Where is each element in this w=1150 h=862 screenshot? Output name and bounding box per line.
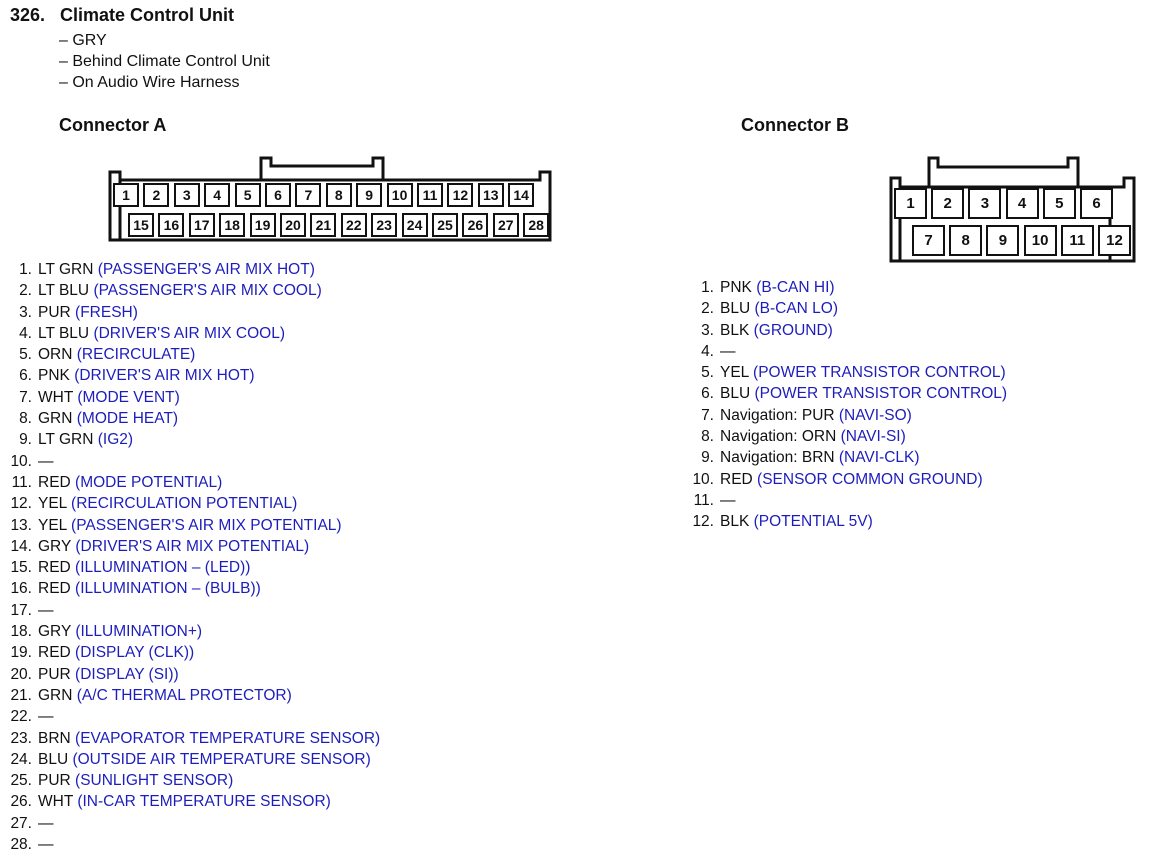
wire-color: — bbox=[38, 452, 54, 470]
pin-number: 5. bbox=[19, 346, 32, 364]
pin-number: 14. bbox=[10, 537, 32, 555]
pin-function: (PASSENGER'S AIR MIX POTENTIAL) bbox=[71, 516, 342, 534]
pin-number: 5. bbox=[701, 364, 714, 382]
pin-function: (PASSENGER'S AIR MIX COOL) bbox=[93, 282, 322, 300]
pin-function: (MODE VENT) bbox=[77, 388, 180, 406]
pin-list-item bbox=[0, 280, 380, 301]
pin-function: (FRESH) bbox=[75, 303, 138, 321]
pin-number: 3. bbox=[19, 303, 32, 321]
pin-number: 12. bbox=[10, 495, 32, 513]
pin-function: (ILLUMINATION – (BULB)) bbox=[75, 580, 261, 598]
pin-list-item bbox=[0, 323, 380, 344]
connector-a-pin-25: 25 bbox=[432, 213, 458, 237]
pin-function: (GROUND) bbox=[753, 321, 833, 339]
pin-list-item bbox=[676, 490, 1007, 511]
pin-list-item bbox=[0, 728, 380, 749]
connector-b-pin-4: 4 bbox=[1006, 188, 1039, 219]
pin-number: 20. bbox=[10, 665, 32, 683]
pin-number: 28. bbox=[10, 836, 32, 854]
wire-color: BLU bbox=[720, 300, 751, 318]
wire-color: RED bbox=[720, 470, 753, 488]
wire-color: — bbox=[38, 836, 54, 854]
wire-color: GRY bbox=[38, 623, 72, 641]
detail-harness: – On Audio Wire Harness bbox=[59, 74, 240, 91]
pin-number: 17. bbox=[10, 601, 32, 619]
wire-color: RED bbox=[38, 473, 71, 491]
connector-b-pin-6: 6 bbox=[1080, 188, 1113, 219]
pin-number: 13. bbox=[10, 516, 32, 534]
pin-list-item bbox=[0, 536, 380, 557]
wire-color: LT BLU bbox=[38, 282, 90, 300]
pin-function: (B-CAN LO) bbox=[754, 300, 839, 318]
pin-list-item bbox=[0, 578, 380, 599]
pin-function: (DRIVER'S AIR MIX HOT) bbox=[74, 367, 255, 385]
connector-b-pin-2: 2 bbox=[931, 188, 964, 219]
pin-number: 21. bbox=[10, 686, 32, 704]
pin-list-item bbox=[0, 259, 380, 280]
connector-a-pin-5: 5 bbox=[235, 183, 261, 207]
pin-function: (NAVI-SO) bbox=[838, 406, 912, 424]
pin-number: 1. bbox=[19, 261, 32, 278]
pin-list-item bbox=[0, 557, 380, 578]
pin-list-item bbox=[0, 621, 380, 642]
pin-list-item bbox=[0, 365, 380, 386]
pin-function: (DRIVER'S AIR MIX COOL) bbox=[93, 324, 286, 342]
connector-b-pin-list bbox=[676, 277, 1007, 533]
connector-a-pin-13: 13 bbox=[478, 183, 504, 207]
wire-color: BLK bbox=[720, 513, 750, 531]
pin-number: 10. bbox=[692, 470, 714, 488]
connector-a-title: Connector A bbox=[59, 115, 167, 135]
connector-a-pin-20: 20 bbox=[280, 213, 306, 237]
pin-function: (MODE HEAT) bbox=[76, 410, 179, 428]
connector-a-pin-1: 1 bbox=[113, 183, 139, 207]
connector-a-pin-14: 14 bbox=[508, 183, 534, 207]
pin-number: 25. bbox=[10, 772, 32, 790]
connector-b-pin-5: 5 bbox=[1043, 188, 1076, 219]
pin-list-item bbox=[0, 685, 380, 706]
pin-function: (IG2) bbox=[97, 431, 134, 449]
pin-list-item bbox=[0, 664, 380, 685]
wire-color: LT BLU bbox=[38, 324, 90, 342]
pin-number: 23. bbox=[10, 729, 32, 747]
wire-color: — bbox=[720, 491, 736, 509]
connector-b-title: Connector B bbox=[741, 115, 849, 135]
pin-list-item bbox=[0, 451, 380, 472]
pin-number: 12. bbox=[692, 513, 714, 531]
pin-number: 11. bbox=[693, 491, 714, 509]
wire-color: PUR bbox=[38, 665, 71, 683]
pin-number: 10. bbox=[10, 452, 32, 470]
wire-color: BLU bbox=[720, 385, 751, 403]
pin-function: (A/C THERMAL PROTECTOR) bbox=[76, 686, 292, 704]
pin-number: 6. bbox=[19, 367, 32, 385]
component-number: 326. bbox=[10, 5, 46, 25]
detail-location: – Behind Climate Control Unit bbox=[59, 53, 270, 70]
wire-color: Navigation: ORN bbox=[720, 428, 837, 446]
connector-a-pin-23: 23 bbox=[371, 213, 397, 237]
wire-color: GRN bbox=[38, 686, 73, 704]
connector-a-pin-2: 2 bbox=[143, 183, 169, 207]
connector-a-pin-11: 11 bbox=[417, 183, 443, 207]
connector-a-pin-21: 21 bbox=[310, 213, 336, 237]
wire-color: RED bbox=[38, 559, 71, 577]
pin-number: 7. bbox=[19, 388, 32, 406]
pin-list-item bbox=[0, 749, 380, 770]
pin-list-item bbox=[676, 469, 1007, 490]
pin-number: 3. bbox=[701, 321, 714, 339]
pin-list-item bbox=[0, 770, 380, 791]
detail-color: – GRY bbox=[59, 32, 107, 49]
pin-number: 15. bbox=[10, 559, 32, 577]
connector-b-pin-1: 1 bbox=[894, 188, 927, 219]
wire-color: RED bbox=[38, 580, 71, 598]
pin-number: 24. bbox=[10, 750, 32, 768]
wire-color: GRY bbox=[38, 537, 72, 555]
connector-a-pin-4: 4 bbox=[204, 183, 230, 207]
pin-list-item bbox=[0, 600, 380, 621]
connector-a-pin-9: 9 bbox=[356, 183, 382, 207]
wire-color: PUR bbox=[38, 303, 71, 321]
pin-list-item bbox=[0, 813, 380, 834]
pin-list-item bbox=[676, 511, 1007, 532]
component-name: Climate Control Unit bbox=[60, 5, 234, 25]
connector-a-pin-17: 17 bbox=[189, 213, 215, 237]
pin-list-item bbox=[676, 341, 1007, 362]
connector-b-pin-3: 3 bbox=[968, 188, 1001, 219]
pin-function: (EVAPORATOR TEMPERATURE SENSOR) bbox=[75, 729, 381, 747]
connector-a-pin-28: 28 bbox=[523, 213, 549, 237]
pin-list-item bbox=[0, 472, 380, 493]
pin-number: 27. bbox=[10, 814, 32, 832]
connector-b-pin-9: 9 bbox=[986, 225, 1019, 256]
connector-a-pin-18: 18 bbox=[219, 213, 245, 237]
connector-b-pin-12: 12 bbox=[1098, 225, 1131, 256]
pin-list-item bbox=[676, 277, 1007, 298]
wire-color: GRN bbox=[38, 410, 73, 428]
pin-function: (IN-CAR TEMPERATURE SENSOR) bbox=[77, 793, 331, 811]
wire-color: Navigation: BRN bbox=[720, 449, 835, 467]
pin-list-item bbox=[676, 383, 1007, 404]
pin-number: 11. bbox=[11, 473, 32, 491]
wire-color: RED bbox=[38, 644, 71, 662]
connector-b-pin-7: 7 bbox=[912, 225, 945, 256]
wire-color: YEL bbox=[38, 495, 67, 513]
pin-number: 18. bbox=[10, 623, 32, 641]
pin-function: (SENSOR COMMON GROUND) bbox=[757, 470, 983, 488]
wire-color: YEL bbox=[38, 516, 67, 534]
wire-color: BRN bbox=[38, 729, 71, 747]
pin-number: 7. bbox=[701, 406, 714, 424]
pin-number: 16. bbox=[10, 580, 32, 598]
pin-number: 26. bbox=[10, 793, 32, 811]
pin-list-item bbox=[0, 302, 380, 323]
connector-a-pin-6: 6 bbox=[265, 183, 291, 207]
pin-list-item bbox=[676, 320, 1007, 341]
connector-a-pin-27: 27 bbox=[493, 213, 519, 237]
page-title bbox=[10, 5, 234, 26]
pin-function: (SUNLIGHT SENSOR) bbox=[75, 772, 234, 790]
pin-function: (OUTSIDE AIR TEMPERATURE SENSOR) bbox=[72, 750, 371, 768]
wire-color: — bbox=[38, 814, 54, 832]
connector-b-pin-8: 8 bbox=[949, 225, 982, 256]
pin-function: (DISPLAY (SI)) bbox=[75, 665, 179, 683]
wire-color: — bbox=[720, 342, 736, 360]
pin-function: (RECIRCULATE) bbox=[76, 346, 196, 364]
wire-color: LT GRN bbox=[38, 431, 94, 449]
pin-number: 6. bbox=[701, 385, 714, 403]
pin-number: 8. bbox=[19, 410, 32, 428]
pin-function: (ILLUMINATION – (LED)) bbox=[75, 559, 251, 577]
pin-list-item bbox=[0, 493, 380, 514]
pin-function: (PASSENGER'S AIR MIX HOT) bbox=[97, 261, 315, 278]
pin-list-item bbox=[0, 515, 380, 536]
wire-color: PNK bbox=[720, 279, 752, 296]
pin-function: (POWER TRANSISTOR CONTROL) bbox=[753, 364, 1006, 382]
wire-color: BLU bbox=[38, 750, 69, 768]
pin-list-item bbox=[0, 834, 380, 855]
pin-list-item bbox=[0, 344, 380, 365]
pin-function: (RECIRCULATION POTENTIAL) bbox=[71, 495, 298, 513]
pin-function: (NAVI-SI) bbox=[840, 428, 906, 446]
wire-color: PNK bbox=[38, 367, 70, 385]
pin-list-item bbox=[676, 447, 1007, 468]
connector-b-pin-10: 10 bbox=[1024, 225, 1057, 256]
wire-color: YEL bbox=[720, 364, 749, 382]
pin-list-item bbox=[676, 426, 1007, 447]
wire-color: ORN bbox=[38, 346, 73, 364]
wire-color: Navigation: PUR bbox=[720, 406, 835, 424]
pin-number: 2. bbox=[701, 300, 714, 318]
connector-a-pin-15: 15 bbox=[128, 213, 154, 237]
pin-number: 4. bbox=[701, 342, 714, 360]
pin-function: (DISPLAY (CLK)) bbox=[75, 644, 195, 662]
wire-color: WHT bbox=[38, 388, 74, 406]
pin-number: 19. bbox=[10, 644, 32, 662]
pin-list-item bbox=[0, 408, 380, 429]
connector-a-pin-8: 8 bbox=[326, 183, 352, 207]
pin-function: (NAVI-CLK) bbox=[838, 449, 920, 467]
connector-a-pin-3: 3 bbox=[174, 183, 200, 207]
connector-a-pin-24: 24 bbox=[402, 213, 428, 237]
wire-color: BLK bbox=[720, 321, 750, 339]
wire-color: PUR bbox=[38, 772, 71, 790]
pin-function: (B-CAN HI) bbox=[756, 279, 835, 296]
pin-list-item bbox=[676, 298, 1007, 319]
pin-number: 9. bbox=[701, 449, 714, 467]
pin-list-item bbox=[0, 706, 380, 727]
wire-color: — bbox=[38, 708, 54, 726]
connector-a-pin-list bbox=[0, 259, 380, 855]
connector-a-pin-7: 7 bbox=[295, 183, 321, 207]
wire-color: WHT bbox=[38, 793, 74, 811]
connector-b-pin-11: 11 bbox=[1061, 225, 1094, 256]
pin-function: (POWER TRANSISTOR CONTROL) bbox=[754, 385, 1008, 403]
pin-number: 9. bbox=[19, 431, 32, 449]
pin-number: 4. bbox=[19, 324, 32, 342]
pin-number: 22. bbox=[10, 708, 32, 726]
pin-list-item bbox=[0, 791, 380, 812]
pin-list-item bbox=[0, 642, 380, 663]
pin-list-item bbox=[0, 387, 380, 408]
pin-number: 2. bbox=[19, 282, 32, 300]
connector-a-pin-19: 19 bbox=[250, 213, 276, 237]
connector-a-pin-26: 26 bbox=[462, 213, 488, 237]
pin-number: 1. bbox=[701, 279, 714, 296]
connector-a-pin-22: 22 bbox=[341, 213, 367, 237]
pin-list-item bbox=[676, 405, 1007, 426]
pin-function: (DRIVER'S AIR MIX POTENTIAL) bbox=[75, 537, 310, 555]
connector-a-pin-10: 10 bbox=[387, 183, 413, 207]
wire-color: — bbox=[38, 601, 54, 619]
connector-a-pin-16: 16 bbox=[158, 213, 184, 237]
pin-number: 8. bbox=[701, 428, 714, 446]
wire-color: LT GRN bbox=[38, 261, 94, 278]
pin-list-item bbox=[0, 429, 380, 450]
pin-list-item bbox=[676, 362, 1007, 383]
pin-function: (MODE POTENTIAL) bbox=[75, 473, 223, 491]
pin-function: (ILLUMINATION+) bbox=[75, 623, 203, 641]
pin-function: (POTENTIAL 5V) bbox=[753, 513, 873, 531]
connector-a-pin-12: 12 bbox=[447, 183, 473, 207]
